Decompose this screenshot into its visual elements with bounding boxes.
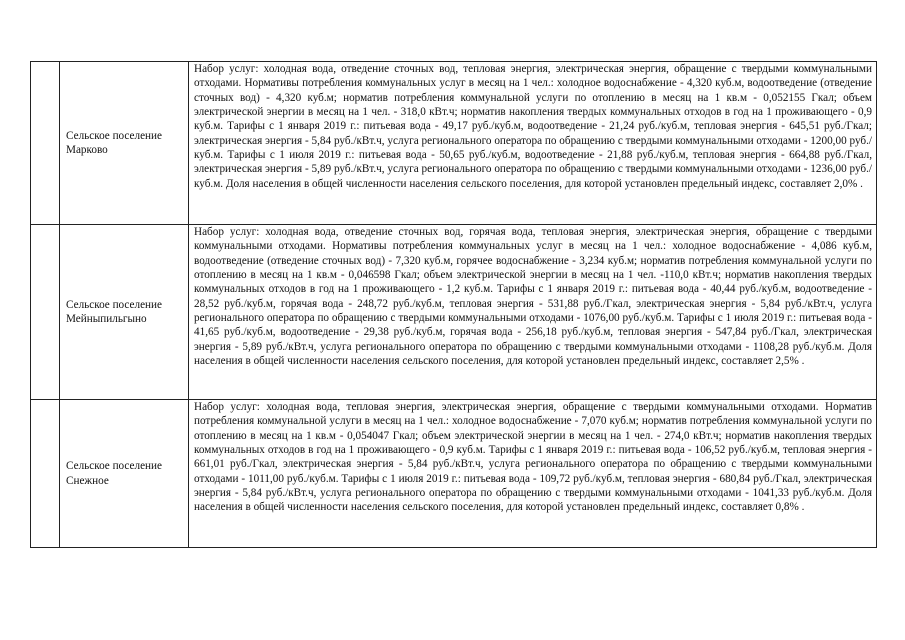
settlement-name: Сельское поселение Мейныпильгыно (60, 225, 189, 400)
row-number-cell (31, 400, 60, 548)
settlement-description: Набор услуг: холодная вода, отведение сточных вод, тепловая энергия, электрическая энергия, обращение с твердыми коммунальными отходами. Нормативы потребления коммунальных услуг в месяц на 1 чел.: холодное водоснабжение - 4,320 куб.м, водоотведение (отведение сточных вод) - 4,320 куб.м; норматив потребления коммунальной услуги по отоплению в месяц на 1 кв.м - 0,052155 Гкал; объем электрической энергии в месяц на 1 чел. - 318,0 кВт.ч; норматив накопления твердых коммунальных отходов в год на 1 проживающего - 0,9 куб.м. Тарифы с 1 января 2019 г.: питьевая вода - 49,17 руб./куб.м, водоотведение - 21,24 руб./куб.м, тепловая энергия - 645,51 руб./Гкал; электрическая энергия - 5,84 руб./кВт.ч, услуга регионального оператора по обращению с твердыми коммунальными отходами - 1200,00 руб./куб.м. Тарифы с 1 июля 2019 г.: питьевая вода - 50,65 руб./куб.м, водоотведение - 21,88 руб./куб.м, тепловая энергия - 664,88 руб./Гкал, электрическая энергия - 5,89 руб./кВт.ч, услуга регионального оператора по обращению с твердыми коммунальными отходами - 1236,00 руб./куб.м. Доля населения в общей численности населения сельского поселения, для которой установлен предельный индекс, составляет 2,0% . (189, 62, 877, 225)
settlement-description: Набор услуг: холодная вода, тепловая энергия, электрическая энергия, обращение с твердыми коммунальными отходами. Норматив потребления коммунальной услуги в месяц на 1 чел.: холодное водоснабжение - 7,070 куб.м; норматив потребления коммунальной услуги по отоплению в месяц на 1 кв.м - 0,054047 Гкал; объем электрической энергии в месяц на 1 чел. - 274,0 кВт.ч; норматив накопления твердых коммунальных отходов в год на 1 проживающего - 0,9 куб.м. Тарифы с 1 января 2019 г.: питьевая вода - 106,52 руб./куб.м, тепловая энергия - 661,01 руб./Гкал, электрическая энергия - 5,84 руб./кВт.ч, услуга регионального оператора по обращению с твердыми коммунальными отходами - 1011,00 руб./куб.м. Тарифы с 1 июля 2019 г.: питьевая вода - 109,72 руб./куб.м, тепловая энергия - 680,84 руб./Гкал, электрическая энергия - 5,84 руб./кВт.ч, услуга регионального оператора по обращению с твердыми коммунальными отходами - 1041,33 руб./куб.м. Доля населения в общей численности населения сельского поселения, для которой установлен предельный индекс, составляет 0,8% . (189, 400, 877, 548)
row-number-cell (31, 225, 60, 400)
settlement-name: Сельское поселение Снежное (60, 400, 189, 548)
table-row (31, 225, 877, 400)
settlement-description: Набор услуг: холодная вода, отведение сточных вод, горячая вода, тепловая энергия, электрическая энергия, обращение с твердыми коммунальными отходами. Нормативы потребления коммунальных услуг в месяц на 1 чел.: холодное водоснабжение - 4,086 куб.м, водоотведение (отведение сточных вод) - 7,320 куб.м, горячее водоснабжение - 3,234 куб.м; норматив потребления коммунальной услуги по отоплению в месяц на 1 кв.м - 0,046598 Гкал; объем электрической энергии в месяц на 1 чел. -110,0 кВт.ч; норматив накопления твердых коммунальных отходов в год на 1 проживающего - 1,2 куб.м. Тарифы с 1 января 2019 г.: питьевая вода - 40,44 руб./куб.м, водоотведение - 28,52 руб./куб.м, горячая вода - 248,72 руб./куб.м, тепловая энергия - 531,88 руб./Гкал, электрическая энергия - 5,84 руб./кВт.ч, услуга регионального оператора по обращению с твердыми коммунальными отходами - 1076,00 руб./куб.м. Тарифы с 1 июля 2019 г.: питьевая вода - 41,65 руб./куб.м, водоотведение - 29,38 руб./куб.м, горячая вода - 256,18 руб./куб.м, тепловая энергия - 547,84 руб./Гкал, электрическая энергия - 5,89 руб./кВт.ч, услуга регионального оператора по обращению с твердыми коммунальными отходами - 1108,28 руб./куб.м. Доля населения в общей численности населения сельского поселения, для которой установлен предельный индекс, составляет 2,5% . (189, 225, 877, 400)
table-row (31, 400, 877, 548)
table-row (31, 62, 877, 225)
row-number-cell (31, 62, 60, 225)
settlement-name: Сельское поселение Марково (60, 62, 189, 225)
settlements-table (30, 61, 877, 548)
